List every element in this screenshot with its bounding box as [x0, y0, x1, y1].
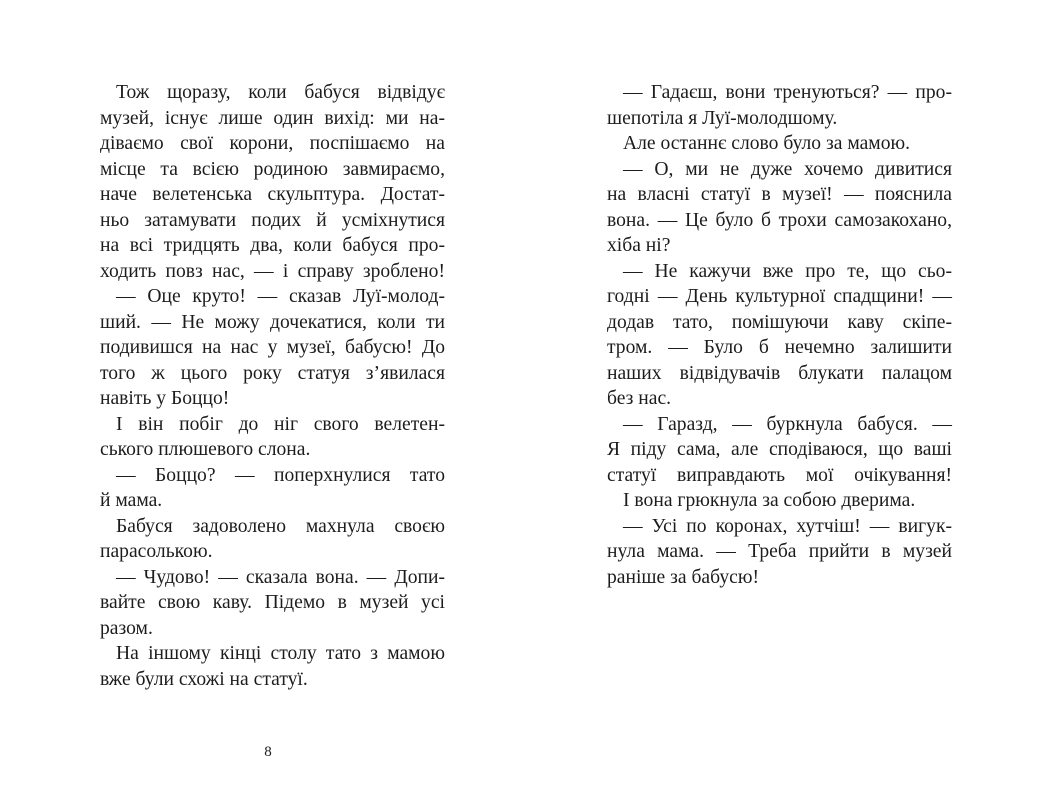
text-line: Бабуся задоволено махнула своєю	[116, 515, 445, 537]
text-line: тром. — Було б нечемно залишити	[607, 337, 952, 358]
text-line: І вона грюкнула за собою дверима.	[623, 490, 916, 511]
text-line: — Оце круто! — сказав Луї-молод-	[116, 286, 445, 307]
text-line: ший. — Не можу дочекатися, коли ти	[100, 311, 445, 333]
text-line: статуї виправдають мої очікування!	[607, 464, 952, 486]
page-number: 8	[264, 744, 272, 760]
text-line: І він побіг до ніг свого велетен-	[116, 413, 445, 435]
text-line: ського плюшевого слона.	[100, 439, 311, 460]
text-line: додав тато, помішуючи каву скіпе-	[607, 311, 952, 333]
text-line: — Не кажучи вже про те, що сьо-	[623, 260, 952, 282]
text-line: наче велетенська скульптура. Достат-	[100, 184, 445, 205]
text-line: Але останнє слово було за мамою.	[623, 133, 911, 154]
text-line: — О, ми не дуже хочемо дивитися	[623, 158, 952, 180]
text-line: Тож щоразу, коли бабуся відвідує	[116, 82, 445, 103]
left-page-text	[100, 80, 445, 692]
text-line: шепотіла я Луї-молодшому.	[607, 107, 838, 129]
text-line: вона. — Це було б трохи самозакохано,	[607, 209, 952, 231]
text-line: годні — День культурної спадщини! —	[607, 286, 952, 307]
text-line: на власні статуї в музеї! — пояснила	[607, 184, 952, 205]
text-line: — Боццо? — поперхнулися тато	[116, 464, 445, 486]
text-line: — Гадаєш, вони тренуються? — про-	[623, 82, 952, 103]
text-line: наших відвідувачів блукати палацом	[607, 362, 952, 384]
text-line: того ж цього року статуя з’явилася	[100, 362, 445, 384]
text-line: хіба ні?	[607, 235, 671, 256]
text-line: раніше за бабусю!	[607, 566, 759, 588]
text-line: вайте свою каву. Підемо в музей усі	[100, 592, 445, 613]
text-line: — Гаразд, — буркнула бабуся. —	[623, 413, 952, 435]
text-line: діваємо свої корони, поспішаємо на	[100, 133, 445, 154]
text-line: разом.	[100, 617, 153, 639]
right-page-text	[607, 80, 952, 590]
text-line: На іншому кінці столу тато з мамою	[116, 643, 445, 664]
text-line: на всі тридцять два, коли бабуся про-	[100, 235, 445, 256]
text-line: музей, існує лише один вихід: ми на-	[100, 107, 445, 129]
text-line: без нас.	[607, 388, 672, 409]
text-line: ходить повз нас, — і справу зроблено!	[100, 260, 445, 282]
text-line: подивишся на нас у музеї, бабусю! До	[100, 337, 445, 358]
text-line: парасолькою.	[100, 541, 213, 562]
text-line: місце та всією родиною завмираємо,	[100, 158, 445, 180]
text-line: — Чудово! — сказала вона. — Допи-	[116, 566, 445, 588]
text-line: вже були схожі на статуї.	[100, 668, 308, 690]
text-line: ньо затамувати подих й усміхнутися	[100, 209, 445, 231]
text-line: Я піду сама, але сподіваюся, що ваші	[607, 439, 952, 460]
text-line: навіть у Боццо!	[100, 388, 230, 409]
text-line: нула мама. — Треба прийти в музей	[607, 541, 952, 562]
text-line: — Усі по коронах, хутчіш! — вигук-	[623, 515, 952, 537]
text-line: й мама.	[100, 490, 163, 511]
